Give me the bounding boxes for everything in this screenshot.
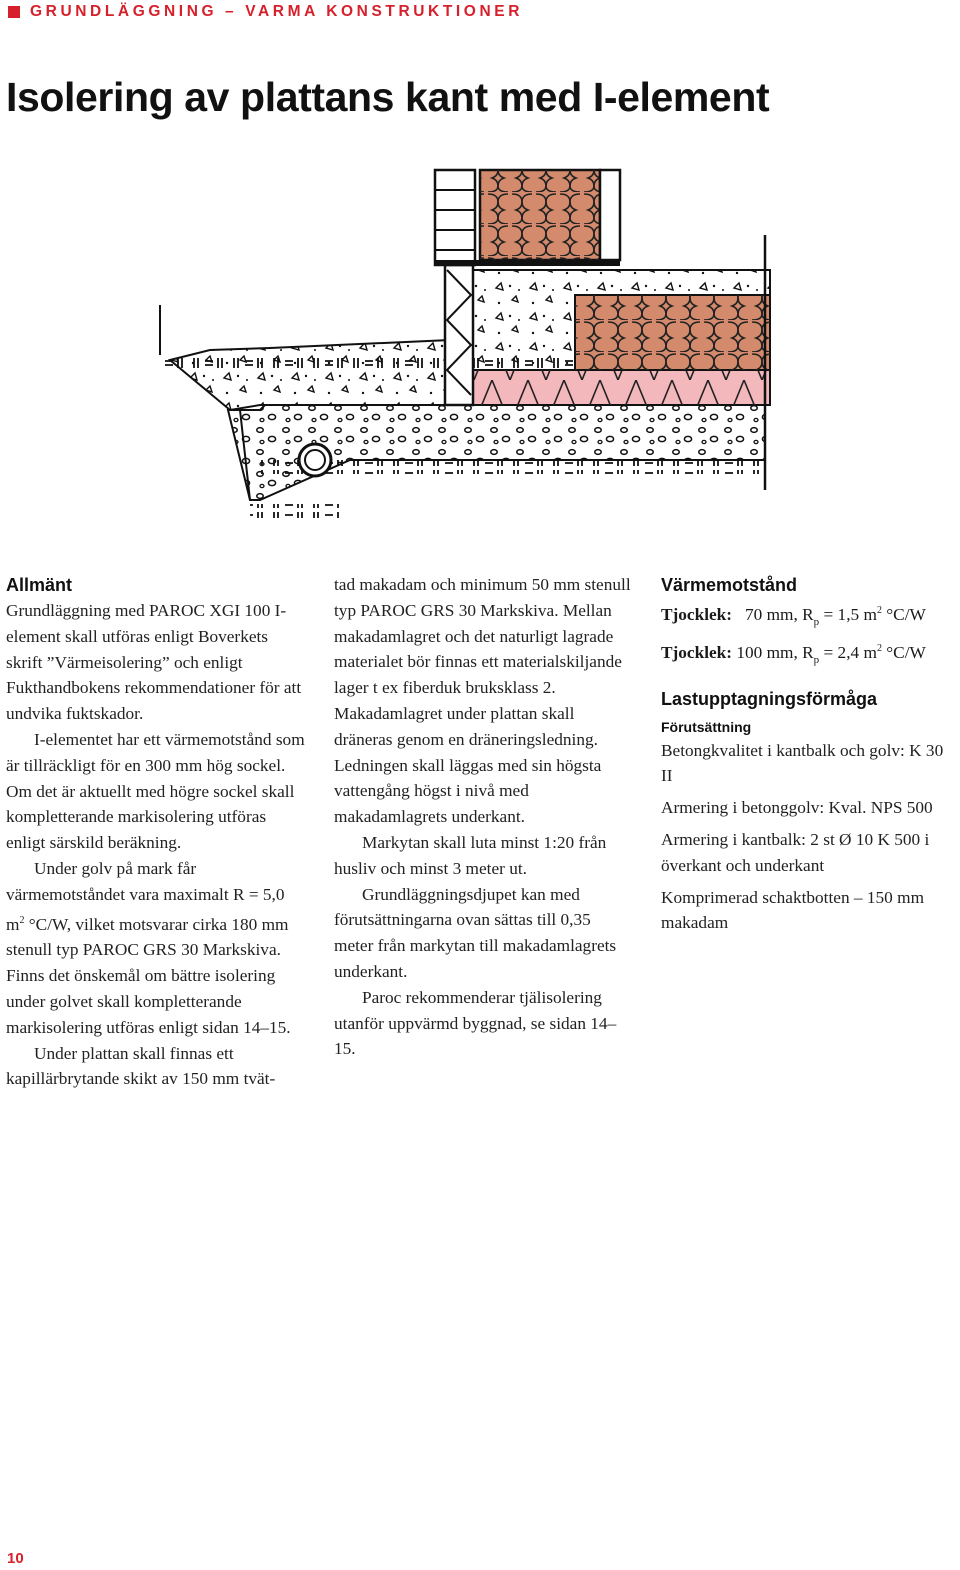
spec-item: Komprimerad schaktbotten – 150 mm makadam <box>661 887 925 933</box>
r-value: = 2,4 m <box>819 642 877 662</box>
subscript: p <box>813 616 820 628</box>
red-square-icon <box>8 6 20 18</box>
paragraph: Under plattan skall finnas ett kapillärbrytande skikt av 150 mm tvät- <box>6 1043 276 1089</box>
thickness-row <box>661 636 959 674</box>
superscript: 2 <box>876 642 882 654</box>
column-general <box>6 572 306 1092</box>
paragraph: Markytan skall luta minst 1:20 från husliv och minst 3 meter ut. <box>334 832 607 878</box>
column-specs <box>661 572 959 936</box>
paragraph: tad makadam och minimum 50 mm stenull typ PAROC GRS 30 Markskiva. Mellan makadamlagret och det naturligt lagrade materialet bör finnas ett materialskiljande lager t ex fiberduk bruksklass 2. Makadamlagret under plattan skall dräneras genom en dräneringsledning. Ledningen skall läggas med sin högsta vattengång högst i nivå med makadamlagrets underkant. <box>334 575 631 827</box>
spec-item: Betongkvalitet i kantbalk och golv: K 30 II <box>661 740 944 786</box>
thickness-label: Tjocklek: <box>661 605 733 624</box>
superscript: 2 <box>19 914 25 926</box>
paragraph: Paroc rekommenderar tjälisolering utanför uppvärmd byggnad, se sidan 14–15. <box>334 987 617 1059</box>
superscript: 2 <box>876 605 882 616</box>
unit: °C/W <box>881 605 926 624</box>
thickness-value: 100 mm, R <box>736 642 814 662</box>
column-continued <box>334 572 634 1062</box>
spec-item: Armering i kantbalk: 2 st Ø 10 K 500 i överkant och underkant <box>661 829 930 875</box>
paragraph <box>6 856 306 1041</box>
section-label: GRUNDLÄGGNING – VARMA KONSTRUKTIONER <box>30 3 523 20</box>
page-number: 10 <box>7 1550 24 1567</box>
paragraph: Grundläggning med PAROC XGI 100 I-element skall utföras enligt Boverkets skrift ”Värmeisolering” och enligt Fukthandbokens rekommendationer för att undvika fuktskador. <box>6 601 302 724</box>
unit: °C/W <box>881 642 926 662</box>
paragraph-text: Under golv på mark får värmemotståndet vara maximalt R = 5,0 m <box>6 858 285 934</box>
page-title: Isolering av plattans kant med I-element <box>6 74 770 120</box>
thickness-value: 70 mm, R <box>745 605 814 624</box>
paragraph: Grundläggningsdjupet kan med förutsättningarna ovan sättas till 0,35 meter från markytan till makadamlagrets underkant. <box>334 884 617 981</box>
page-header <box>8 2 523 22</box>
heading-general: Allmänt <box>6 575 73 595</box>
thickness-row <box>661 598 959 636</box>
foundation-cross-section-drawing <box>150 160 780 540</box>
heading-prerequisites: Förutsättning <box>661 718 752 735</box>
paragraph-text: °C/W, vilket motsvarar cirka 180 mm stenull typ PAROC GRS 30 Markskiva. Finns det önskemål om bättre isolering under golvet skall kompletterande markisolering utföras enligt sidan 14–15. <box>6 914 291 1037</box>
spec-item: Armering i betonggolv: Kval. NPS 500 <box>661 798 933 818</box>
heading-thermal-resistance: Värmemotstånd <box>661 575 798 595</box>
paragraph: I-elementet har ett värmemotstånd som är tillräckligt för en 300 mm hög sockel. Om det är aktuellt med högre sockel skall kompletterande markisolering utföras enligt särskild beräkning. <box>6 729 305 853</box>
r-value: = 1,5 m <box>819 605 877 624</box>
thickness-label: Tjocklek: <box>661 642 733 662</box>
heading-load-capacity: Lastupptagningsförmåga <box>661 688 878 709</box>
subscript: p <box>813 653 820 666</box>
